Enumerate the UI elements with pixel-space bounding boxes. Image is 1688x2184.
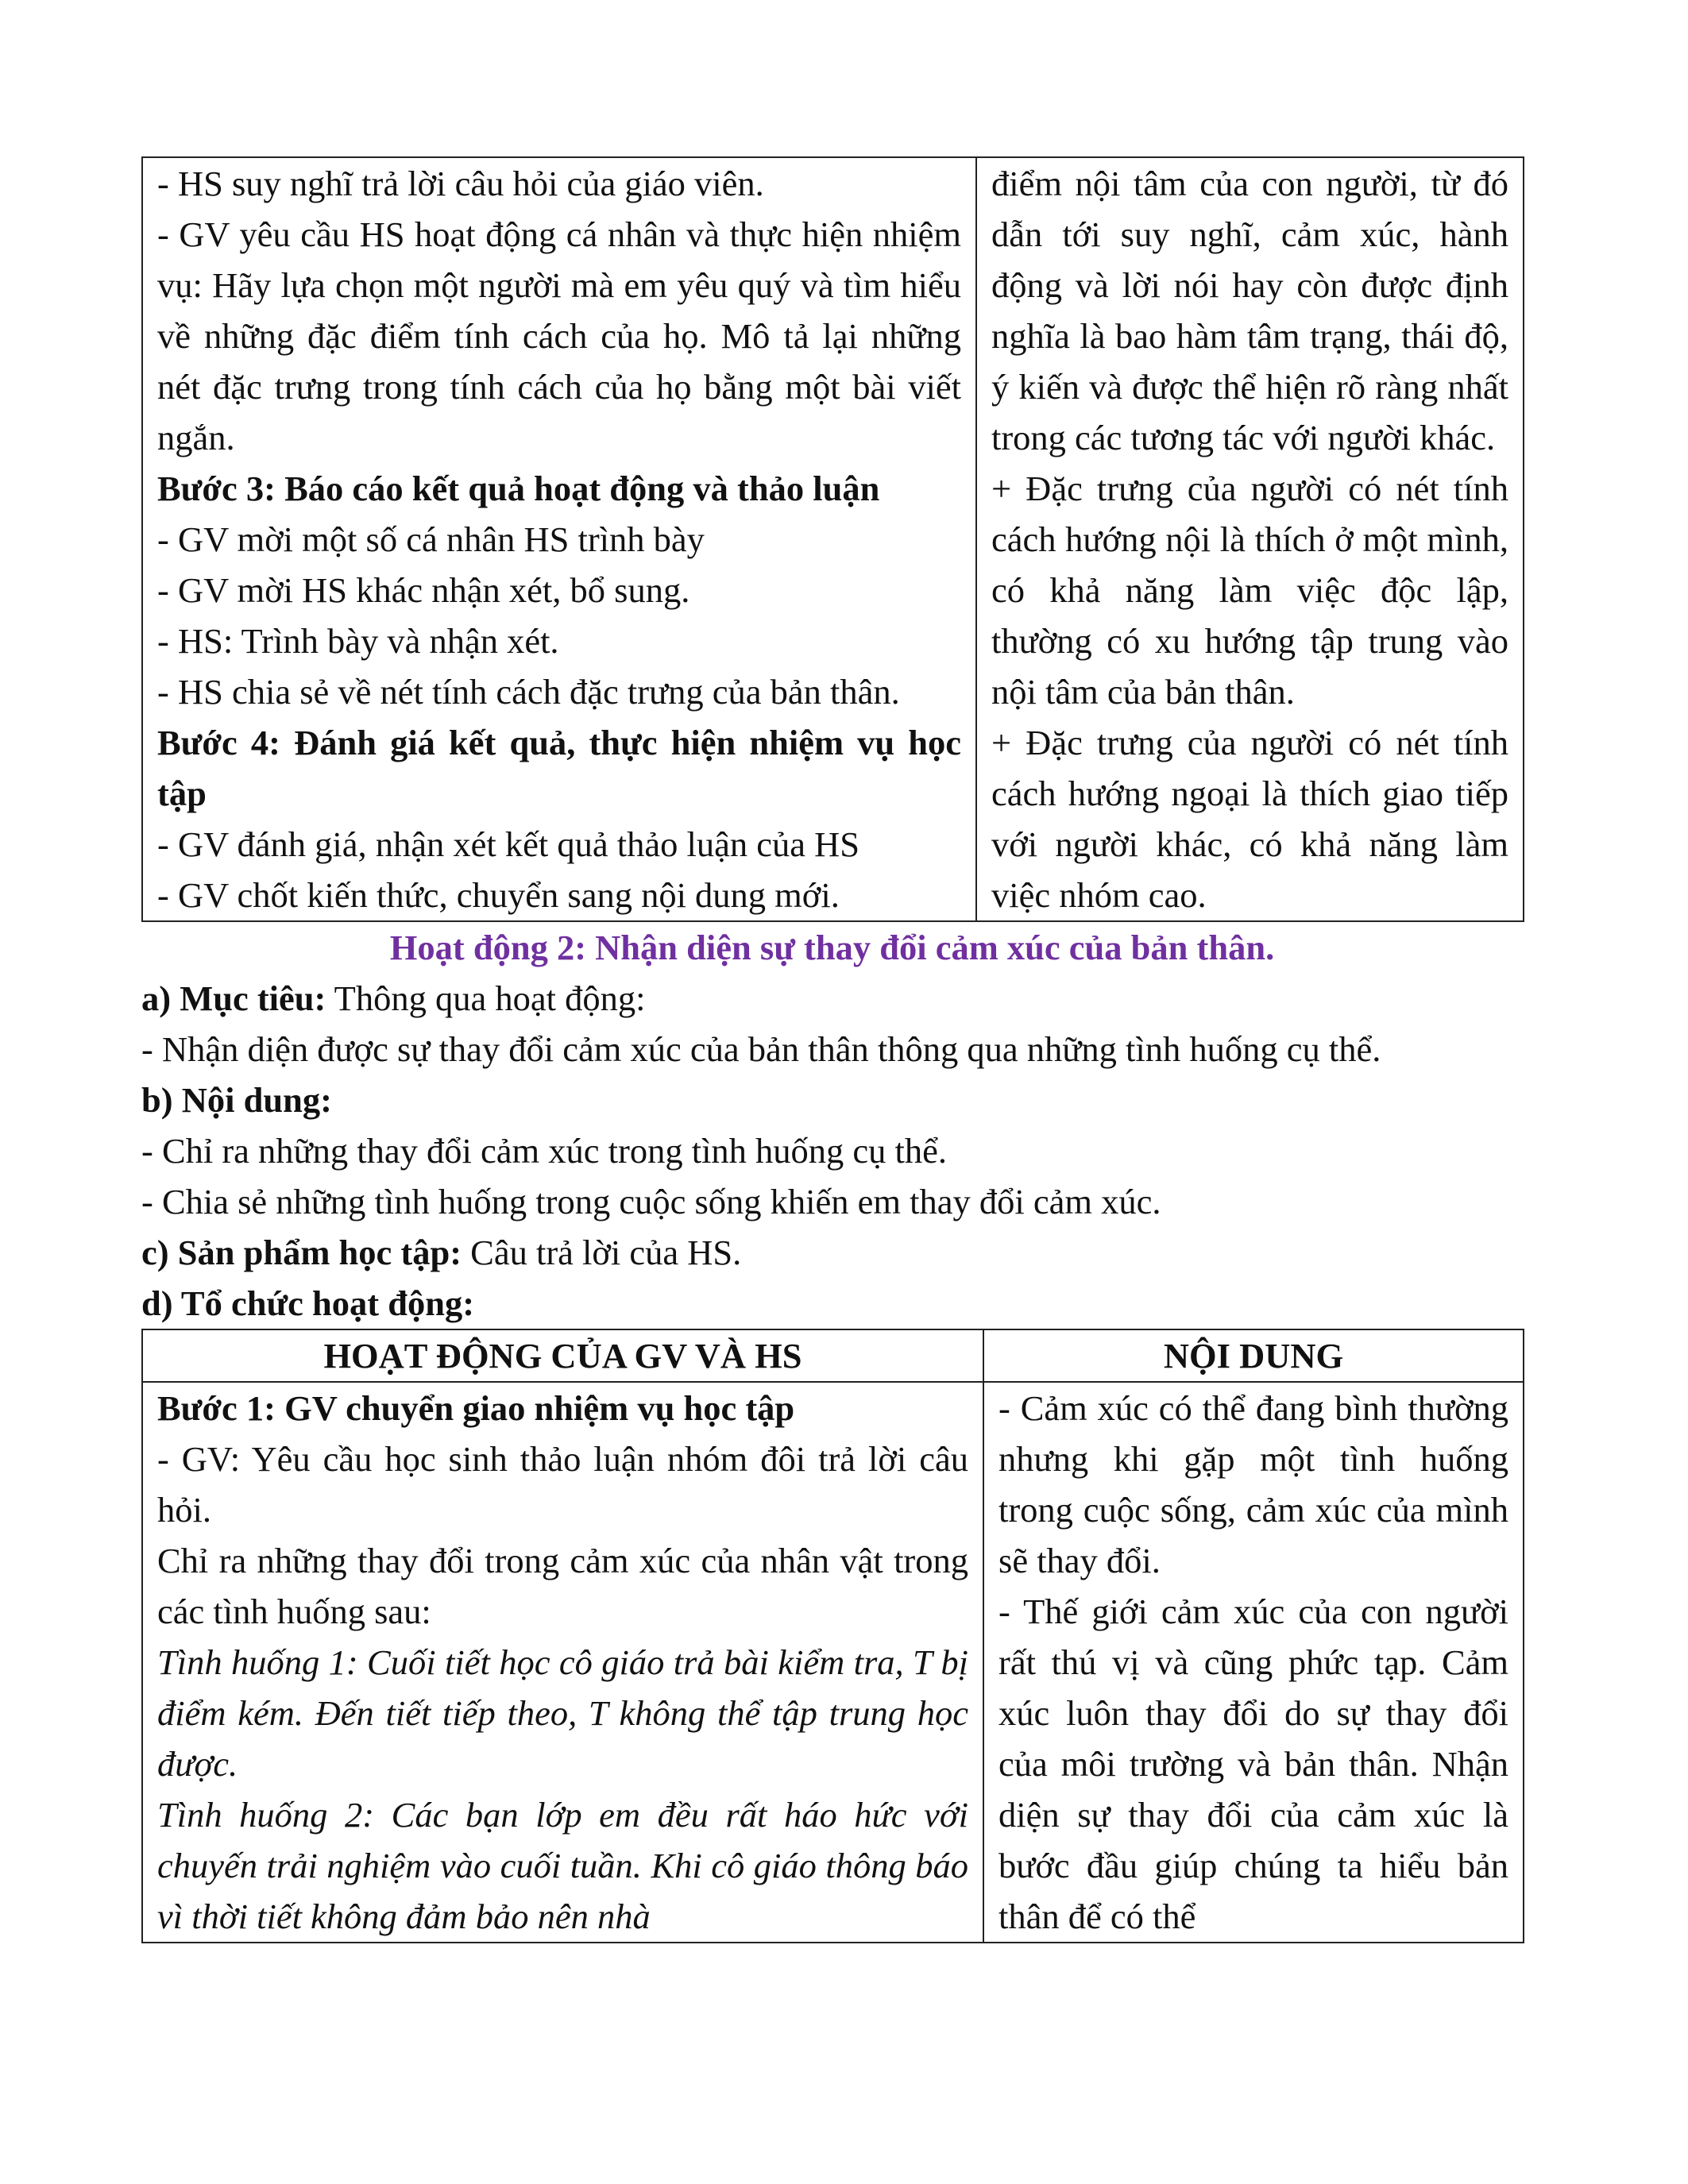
table2-right-paragraph: - Cảm xúc có thể đang bình thường nhưng khi gặp một tình huống trong cuộc sống, cảm xúc của mình sẽ thay đổi. bbox=[999, 1388, 1508, 1580]
organization-label: d) Tổ chức hoạt động: bbox=[141, 1283, 475, 1323]
table2-header-content: NỘI DUNG bbox=[983, 1329, 1524, 1382]
situation-2: Tình huống 2: Các bạn lớp em đều rất háo hức với chuyến trải nghiệm vào cuối tuần. Khi cô giáo thông báo vì thời tiết không đảm bảo nên nhà bbox=[157, 1795, 968, 1936]
table2-left-line: Chỉ ra những thay đổi trong cảm xúc của nhân vật trong các tình huống sau: bbox=[157, 1541, 968, 1631]
table1-left-line: - GV mời một số cá nhân HS trình bày bbox=[157, 519, 705, 559]
table2-right-cell bbox=[983, 1382, 1524, 1943]
table2-header-activities: HOẠT ĐỘNG CỦA GV VÀ HS bbox=[142, 1329, 983, 1382]
objective-item: - Nhận diện được sự thay đổi cảm xúc của bản thân thông qua những tình huống cụ thể. bbox=[141, 1029, 1381, 1069]
table1-left-line: - HS: Trình bày và nhận xét. bbox=[157, 621, 559, 661]
activity-table-1 bbox=[141, 156, 1524, 922]
step4-heading: Bước 4: Đánh giá kết quả, thực hiện nhiệm vụ học tập bbox=[157, 723, 961, 813]
table1-right-cell bbox=[976, 157, 1524, 921]
table1-right-paragraph: + Đặc trưng của người có nét tính cách hướng ngoại là thích giao tiếp với người khác, có khả năng làm việc nhóm cao. bbox=[991, 723, 1508, 915]
table2-left-line: - GV: Yêu cầu học sinh thảo luận nhóm đôi trả lời câu hỏi. bbox=[157, 1439, 968, 1530]
table1-left-line: - GV đánh giá, nhận xét kết quả thảo luận của HS bbox=[157, 824, 860, 864]
document-page bbox=[141, 156, 1523, 1943]
table1-right-paragraph: + Đặc trưng của người có nét tính cách hướng nội là thích ở một mình, có khả năng làm việc độc lập, thường có xu hướng tập trung vào nội tâm của bản thân. bbox=[991, 469, 1508, 712]
table1-left-line: - GV yêu cầu HS hoạt động cá nhân và thực hiện nhiệm vụ: Hãy lựa chọn một người mà em yêu quý và tìm hiểu về những đặc điểm tính cách của họ. Mô tả lại những nét đặc trưng trong tính cách của họ bằng một bài viết ngắn. bbox=[157, 214, 961, 457]
content-label: b) Nội dung: bbox=[141, 1080, 332, 1120]
objective-line bbox=[141, 973, 1523, 1024]
table1-left-cell bbox=[142, 157, 976, 921]
objective-label: a) Mục tiêu: bbox=[141, 978, 326, 1018]
objective-text: Thông qua hoạt động: bbox=[326, 978, 646, 1018]
table1-left-line: - GV chốt kiến thức, chuyển sang nội dung mới. bbox=[157, 875, 840, 915]
activity-table-2 bbox=[141, 1329, 1524, 1943]
table2-left-cell bbox=[142, 1382, 983, 1943]
table1-left-line: - GV mời HS khác nhận xét, bổ sung. bbox=[157, 570, 690, 610]
table1-right-paragraph: điểm nội tâm của con người, từ đó dẫn tới suy nghĩ, cảm xúc, hành động và lời nói hay còn được định nghĩa là bao hàm tâm trạng, thái độ, ý kiến và được thể hiện rõ ràng nhất trong các tương tác với người khác. bbox=[991, 164, 1508, 457]
table1-left-line: - HS suy nghĩ trả lời câu hỏi của giáo viên. bbox=[157, 164, 764, 203]
step1-heading: Bước 1: GV chuyển giao nhiệm vụ học tập bbox=[157, 1388, 795, 1428]
content-item: - Chỉ ra những thay đổi cảm xúc trong tình huống cụ thể. bbox=[141, 1131, 948, 1171]
activity-2-heading: Hoạt động 2: Nhận diện sự thay đổi cảm xúc của bản thân. bbox=[389, 928, 1275, 967]
product-text: Câu trả lời của HS. bbox=[462, 1233, 742, 1272]
table1-left-line: - HS chia sẻ về nét tính cách đặc trưng của bản thân. bbox=[157, 672, 900, 712]
product-line bbox=[141, 1227, 1523, 1278]
situation-1: Tình huống 1: Cuối tiết học cô giáo trả bài kiểm tra, T bị điểm kém. Đến tiết tiếp theo, T không thể tập trung học được. bbox=[157, 1642, 968, 1784]
step3-heading: Bước 3: Báo cáo kết quả hoạt động và thảo luận bbox=[157, 469, 880, 508]
content-item: - Chia sẻ những tình huống trong cuộc sống khiến em thay đổi cảm xúc. bbox=[141, 1182, 1161, 1221]
table2-right-paragraph: - Thế giới cảm xúc của con người rất thú vị và cũng phức tạp. Cảm xúc luôn thay đổi do sự thay đổi của môi trường và bản thân. Nhận diện sự thay đổi của cảm xúc là bước đầu giúp chúng ta hiểu bản thân để có thể bbox=[999, 1592, 1508, 1936]
product-label: c) Sản phẩm học tập: bbox=[141, 1233, 462, 1272]
